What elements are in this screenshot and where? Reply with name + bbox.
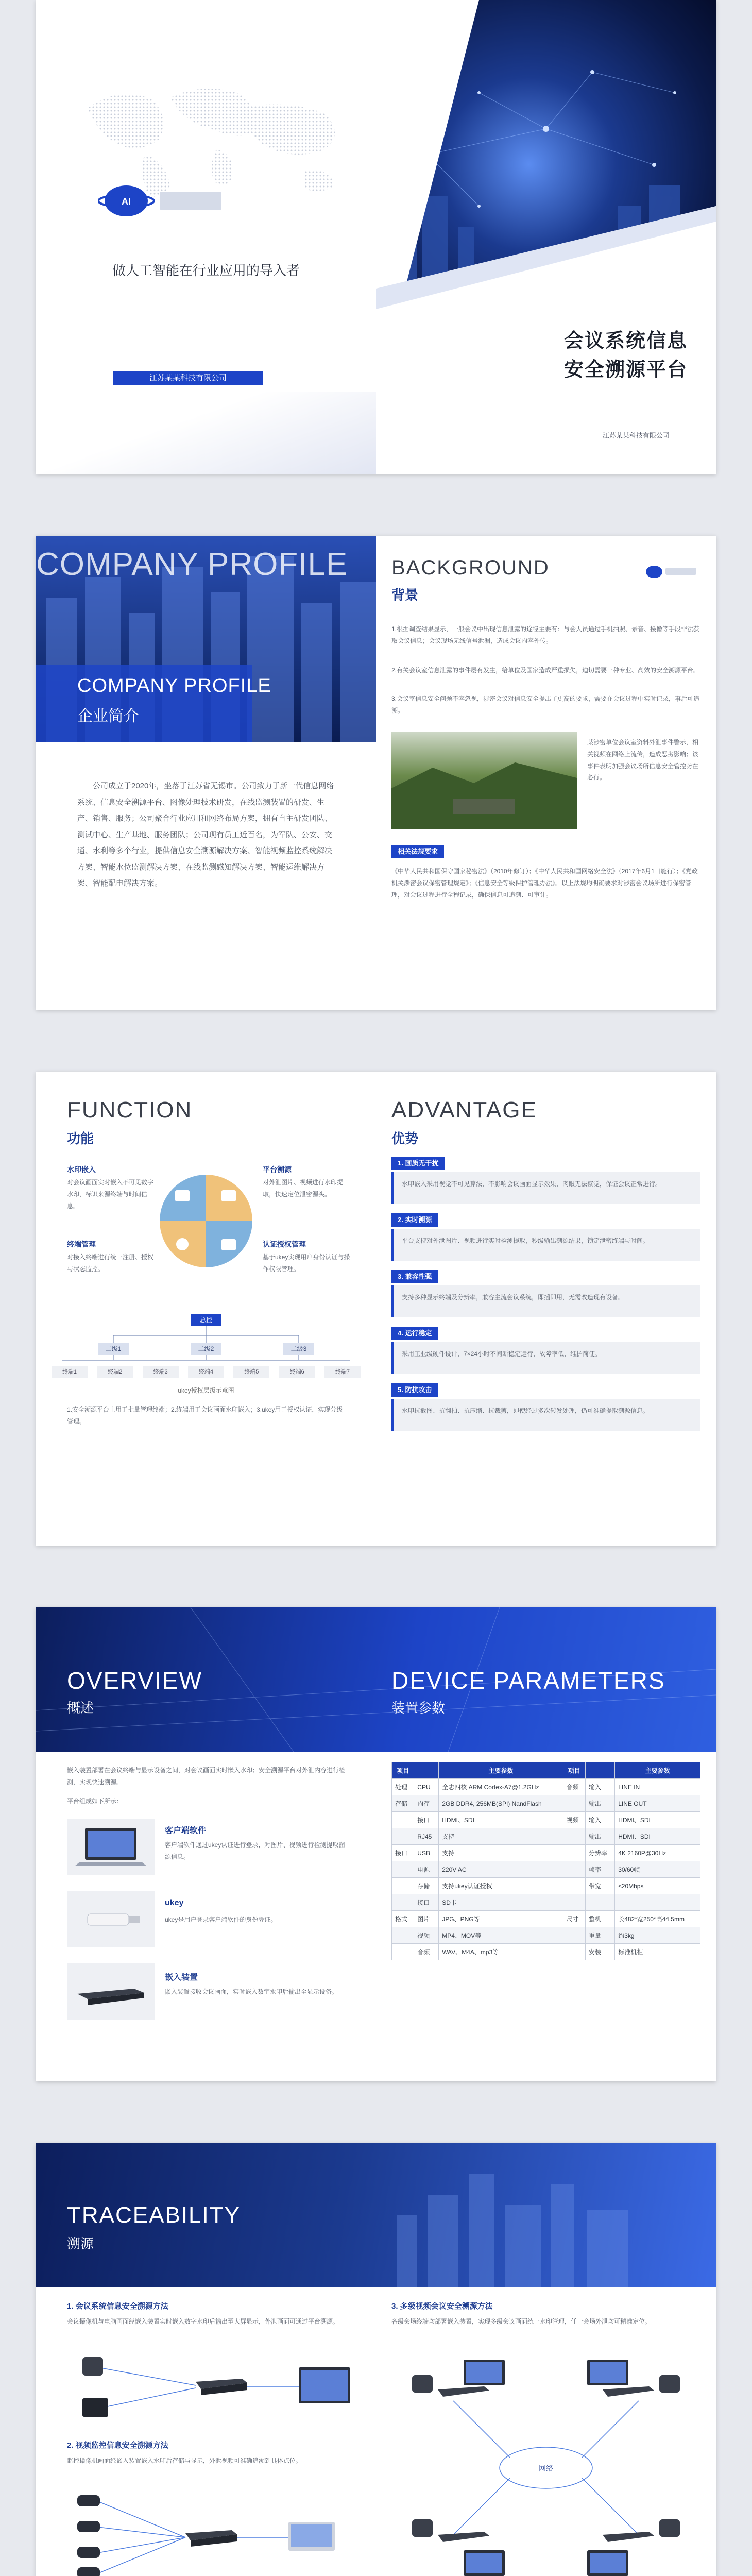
cover-back-page xyxy=(36,0,376,474)
trace-s1-diagram xyxy=(67,2347,355,2424)
table-cell: 输出 xyxy=(585,1828,614,1845)
table-cell: 标准机柜 xyxy=(615,1944,700,1960)
table-cell: RJ45 xyxy=(414,1828,439,1845)
spread-cover xyxy=(36,0,716,474)
table-cell: 安装 xyxy=(585,1944,614,1960)
table-cell: 存储 xyxy=(392,1795,414,1812)
trace-title-cn: 溯源 xyxy=(67,2236,94,2251)
table-cell: 尺寸 xyxy=(563,1911,585,1927)
table-row xyxy=(392,1861,700,1878)
tree-node-1: 二级1 xyxy=(98,1343,129,1355)
table-row xyxy=(392,1911,700,1927)
background-title-cn: 背景 xyxy=(391,588,419,603)
background-page xyxy=(376,536,716,1010)
overview-item-name: 嵌入装置 xyxy=(165,1973,198,1982)
function-item-desc: 基于ukey实现用户身份认证与操作权限管理。 xyxy=(263,1253,350,1273)
table-cell xyxy=(563,1795,585,1812)
cover-front-page xyxy=(376,0,716,474)
overview-item-desc: ukey是用户登录客户端软件的身份凭证。 xyxy=(165,1916,277,1923)
table-cell: 音频 xyxy=(414,1944,439,1960)
tree-leaf: 终端6 xyxy=(279,1366,315,1378)
table-cell: 帧率 xyxy=(585,1861,614,1878)
table-cell xyxy=(392,1878,414,1894)
trace-s2-desc: 监控摄像机画面经嵌入装置嵌入水印后存储与显示，外泄视频可准确追溯到具体点位。 xyxy=(67,2457,302,2464)
spread-overview xyxy=(36,1607,716,2081)
logo-wordmark xyxy=(160,192,221,210)
table-cell xyxy=(392,1828,414,1845)
table-cell xyxy=(563,1878,585,1894)
table-cell: 图片 xyxy=(414,1911,439,1927)
advantage-title-cn: 优势 xyxy=(391,1131,419,1146)
spread-function xyxy=(36,1072,716,1546)
table-cell: 整机 xyxy=(585,1911,614,1927)
table-cell: 约3kg xyxy=(615,1927,700,1944)
table-cell: 4K 2160P@30Hz xyxy=(615,1845,700,1861)
table-cell: SD卡 xyxy=(439,1894,563,1911)
table-cell: 带宽 xyxy=(585,1878,614,1894)
device-params-table xyxy=(391,1762,700,1960)
table-header-cell: 项目 xyxy=(392,1762,414,1779)
trace-s3-diagram xyxy=(391,2349,700,2576)
table-cell xyxy=(585,1894,614,1911)
background-photo-caption: 某涉密单位会议室资料外泄事件警示，相关视频在网络上流传，造成恶劣影响；该事件表明加强会议场所信息安全管控势在必行。 xyxy=(587,739,699,782)
svg-text:AI: AI xyxy=(122,196,131,207)
background-para3: 3.会议室信息安全问题不容忽视，涉密会议对信息安全提出了更高的要求，需要在会议过程中实时记录，事后可追溯。 xyxy=(391,695,700,714)
table-cell: 存储 xyxy=(414,1878,439,1894)
advantage-tag: 5. 防抗攻击 xyxy=(391,1383,438,1397)
profile-body: 公司成立于2020年，坐落于江苏省无锡市。公司致力于新一代信息网络系统、信息安全溯源平台、图像处理技术研发，在线监测装置的研发、生产、销售、服务；公司聚合行业应用和网络布局方案，拥有自主研发团队、测试中心、生产基地、服务团队；公司现有员工近百名，为军队、公安、交通、水利等多个行业，提供信息安全溯源解决方案、智能视频监控系统解决方案、智能水位监测解决方案、在线监测感知解决方案、智能运维解决方案、智能配电解决方案。 xyxy=(77,782,334,888)
table-cell xyxy=(563,1944,585,1960)
function-item-2 xyxy=(263,1164,350,1200)
tree-caption: ukey授权层级示意图 xyxy=(178,1387,234,1394)
company-logo-icon xyxy=(98,180,155,222)
table-row xyxy=(392,1927,700,1944)
cover-slogan: 做人工智能在行业应用的导入者 xyxy=(112,263,300,278)
table-header-cell xyxy=(585,1762,614,1779)
table-cell: 接口 xyxy=(414,1894,439,1911)
table-header-cell: 项目 xyxy=(563,1762,585,1779)
function-item-desc: 对接入终端进行统一注册、授权与状态监控。 xyxy=(67,1253,154,1273)
laws-tag: 相关法规要求 xyxy=(391,845,444,858)
table-cell: ≤20Mbps xyxy=(615,1878,700,1894)
function-page xyxy=(36,1072,376,1546)
function-item-label: 认证授权管理 xyxy=(263,1240,306,1248)
tree-leaf: 终端4 xyxy=(188,1366,224,1378)
table-cell: 视频 xyxy=(563,1812,585,1828)
function-title-cn: 功能 xyxy=(67,1131,94,1146)
table-cell: 支持 xyxy=(439,1845,563,1861)
table-cell: 输入 xyxy=(585,1812,614,1828)
tree-node-3: 二级3 xyxy=(283,1343,314,1355)
table-cell: 视频 xyxy=(414,1927,439,1944)
table-cell: 输入 xyxy=(585,1779,614,1795)
table-cell: USB xyxy=(414,1845,439,1861)
table-cell: 接口 xyxy=(392,1845,414,1861)
advantage-tag: 4. 运行稳定 xyxy=(391,1327,438,1340)
table-cell: HDMI、SDI xyxy=(615,1828,700,1845)
device-title-en: DEVICE PARAMETERS xyxy=(391,1667,665,1694)
trace-left-page xyxy=(36,2143,376,2576)
advantage-text: 平台支持对外泄图片、视频进行实时检测提取，秒级输出溯源结果，锁定泄密终端与时间。 xyxy=(391,1229,700,1261)
table-header-row xyxy=(392,1762,700,1779)
embedder-image xyxy=(67,1963,155,2020)
function-item-label: 终端管理 xyxy=(67,1240,96,1248)
cover-title-line2: 安全溯源平台 xyxy=(563,359,688,381)
tree-node-2: 二级2 xyxy=(191,1343,221,1355)
trace-s2-diagram xyxy=(67,2486,355,2576)
table-cell: 支持 xyxy=(439,1828,563,1845)
profile-title-en: COMPANY PROFILE xyxy=(77,675,271,697)
table-cell: 电源 xyxy=(414,1861,439,1878)
table-row xyxy=(392,1828,700,1845)
network-label: 网络 xyxy=(539,2464,553,2472)
cover-diagonal-cut xyxy=(376,0,716,474)
table-cell: CPU xyxy=(414,1779,439,1795)
overview-page xyxy=(36,1607,376,2081)
function-item-label: 水印嵌入 xyxy=(67,1165,96,1174)
background-para2: 2.有关会议室信息泄露的事件屡有发生，给单位及国家造成严重损失，迫切需要一种专业、高效的安全溯源平台。 xyxy=(391,667,700,674)
table-header-cell xyxy=(414,1762,439,1779)
table-row xyxy=(392,1812,700,1828)
device-title-cn: 装置参数 xyxy=(391,1701,446,1716)
function-item-label: 平台溯源 xyxy=(263,1165,292,1174)
overview-sub-intro: 平台组成如下所示： xyxy=(67,1798,123,1805)
table-cell: 长482*宽250*高44.5mm xyxy=(615,1911,700,1927)
table-row xyxy=(392,1779,700,1795)
table-cell xyxy=(563,1828,585,1845)
table-cell: 分辨率 xyxy=(585,1845,614,1861)
advantage-title-en: ADVANTAGE xyxy=(391,1097,537,1123)
profile-city-photo xyxy=(36,536,376,742)
table-cell xyxy=(563,1861,585,1878)
profile-title-cn: 企业简介 xyxy=(77,708,139,725)
device-page xyxy=(376,1607,716,2081)
advantage-tag: 3. 兼容性强 xyxy=(391,1270,438,1283)
function-item-desc: 对会议画面实时嵌入不可见数字水印，标识来源终端与时间信息。 xyxy=(67,1179,154,1210)
trace-right-page xyxy=(376,2143,716,2576)
overview-title-en: OVERVIEW xyxy=(67,1667,203,1694)
table-row xyxy=(392,1944,700,1960)
trace-s2-title: 2. 视频监控信息安全溯源方法 xyxy=(67,2441,168,2450)
laptop-image xyxy=(67,1819,155,1875)
table-cell: LINE OUT xyxy=(615,1795,700,1812)
overview-item-name: ukey xyxy=(165,1899,184,1907)
function-notes: 1.安全溯源平台上用于批量管理终端；2.终端用于会议画面水印嵌入；3.ukey用于授权认证，实现分级管理。 xyxy=(67,1406,343,1425)
table-row xyxy=(392,1878,700,1894)
background-para1: 1.根据调查结果显示，一般会议中出现信息泄露的途径主要有：与会人员通过手机拍照、录音、摄像等手段非法获取会议信息；会议现场无线信号泄漏，造成会议内容外传。 xyxy=(391,625,700,645)
table-cell: 格式 xyxy=(392,1911,414,1927)
cover-bottom-shade xyxy=(36,392,376,474)
table-header-cell: 主要参数 xyxy=(615,1762,700,1779)
advantage-tag: 2. 实时溯源 xyxy=(391,1213,438,1227)
table-cell: MP4、MOV等 xyxy=(439,1927,563,1944)
cover-title-line1: 会议系统信息 xyxy=(563,330,688,352)
table-cell xyxy=(392,1812,414,1828)
tree-root: 总控 xyxy=(191,1314,221,1326)
tree-leaf: 终端5 xyxy=(233,1366,269,1378)
function-item-4 xyxy=(263,1239,350,1275)
table-cell xyxy=(392,1927,414,1944)
trace-s3-title: 3. 多级视频会议安全溯源方法 xyxy=(391,2302,493,2311)
table-cell: HDMI、SDI xyxy=(439,1812,563,1828)
profile-banner-en: COMPANY PROFILE xyxy=(36,547,348,582)
table-header-cell: 主要参数 xyxy=(439,1762,563,1779)
table-cell: 输出 xyxy=(585,1795,614,1812)
advantage-text: 水印嵌入采用视觉不可见算法，不影响会议画面显示效果，肉眼无法察觉，保证会议正常进行。 xyxy=(391,1172,700,1204)
table-cell: HDMI、SDI xyxy=(615,1812,700,1828)
function-title-en: FUNCTION xyxy=(67,1097,193,1123)
table-cell xyxy=(392,1861,414,1878)
trace-s1-title: 1. 会议系统信息安全溯源方法 xyxy=(67,2302,168,2311)
table-row xyxy=(392,1894,700,1911)
tree-leaves xyxy=(52,1366,361,1378)
table-cell: 音频 xyxy=(563,1779,585,1795)
ukey-image xyxy=(67,1891,155,1947)
table-cell: WAV、M4A、mp3等 xyxy=(439,1944,563,1960)
background-title-en: BACKGROUND xyxy=(391,556,550,579)
overview-item-desc: 嵌入装置接收会议画面，实时嵌入数字水印后输出至显示设备。 xyxy=(165,1988,338,1995)
trace-title-en: TRACEABILITY xyxy=(67,2202,241,2228)
table-cell: 2GB DDR4, 256MB(SPI) NandFlash xyxy=(439,1795,563,1812)
advantage-text: 水印抗截图、抗翻拍、抗压缩、抗裁剪，即使经过多次转发处理，仍可准确提取溯源信息。 xyxy=(391,1399,700,1431)
table-row xyxy=(392,1795,700,1812)
trace-s1-desc: 会议摄像机与电脑画面经嵌入装置实时嵌入数字水印后输出至大屏显示，外泄画面可通过平台溯源。 xyxy=(67,2318,339,2325)
overview-item-desc: 客户端软件通过ukey认证进行登录，对图片、视频进行检测提取溯源信息。 xyxy=(165,1841,345,1860)
cover-company-name: 江苏某某科技有限公司 xyxy=(113,371,263,385)
table-cell: 支持ukey认证授权 xyxy=(439,1878,563,1894)
table-cell: 重量 xyxy=(585,1927,614,1944)
table-cell: 处理 xyxy=(392,1779,414,1795)
table-cell xyxy=(615,1894,700,1911)
table-cell xyxy=(563,1927,585,1944)
advantage-page xyxy=(376,1072,716,1546)
table-cell: 接口 xyxy=(414,1812,439,1828)
trace-s3-desc: 各级会场终端均部署嵌入装置，实现多级会议画面统一水印管理，任一会场外泄均可精准定位。 xyxy=(391,2318,652,2325)
function-item-3 xyxy=(67,1239,155,1275)
tree-leaf: 终端3 xyxy=(143,1366,179,1378)
cover-bottom-company: 江苏某某科技有限公司 xyxy=(602,432,670,439)
spread-profile xyxy=(36,536,716,1010)
advantage-text: 采用工业级硬件设计，7×24小时不间断稳定运行，故障率低，维护简便。 xyxy=(391,1342,700,1374)
table-cell: LINE IN xyxy=(615,1779,700,1795)
table-cell xyxy=(392,1894,414,1911)
background-forest-photo xyxy=(391,732,577,829)
advantage-text: 支持多种显示终端及分辨率，兼容主流会议系统，即插即用，无需改造现有设备。 xyxy=(391,1285,700,1317)
function-item-desc: 对外泄图片、视频进行水印提取，快速定位泄密源头。 xyxy=(263,1179,344,1198)
table-row xyxy=(392,1845,700,1861)
table-cell xyxy=(392,1944,414,1960)
table-cell xyxy=(563,1894,585,1911)
tree-leaf: 终端2 xyxy=(97,1366,133,1378)
tree-leaf: 终端7 xyxy=(324,1366,361,1378)
table-cell: JPG、PNG等 xyxy=(439,1911,563,1927)
table-cell: 30/60帧 xyxy=(615,1861,700,1878)
table-cell: 全志四核 ARM Cortex-A7@1.2GHz xyxy=(439,1779,563,1795)
function-item-1 xyxy=(67,1164,155,1212)
overview-intro: 嵌入装置部署在会议终端与显示设备之间，对会议画面实时嵌入水印；安全溯源平台对外泄内容进行检测，实现快速溯源。 xyxy=(67,1767,346,1786)
tree-leaf: 终端1 xyxy=(52,1366,88,1378)
function-petal-graphic xyxy=(155,1170,258,1273)
profile-page xyxy=(36,536,376,1010)
table-cell: 220V AC xyxy=(439,1861,563,1878)
laws-text: 《中华人民共和国保守国家秘密法》（2010年修订）；《中华人民共和国网络安全法》（2017年6月1日施行）；《党政机关涉密会议保密管理规定》；《信息安全等级保护管理办法》。以上法规均明确要求对涉密会议场所进行保密管理，对会议过程进行全程记录，确保信息可追溯、可审计。 xyxy=(391,868,698,899)
table-cell xyxy=(563,1845,585,1861)
table-cell: 内存 xyxy=(414,1795,439,1812)
overview-item-name: 客户端软件 xyxy=(165,1826,207,1835)
overview-title-cn: 概述 xyxy=(67,1701,94,1716)
background-logo-icon xyxy=(644,562,700,582)
advantage-tag: 1. 画质无干扰 xyxy=(391,1157,445,1170)
spread-traceability xyxy=(36,2143,716,2576)
